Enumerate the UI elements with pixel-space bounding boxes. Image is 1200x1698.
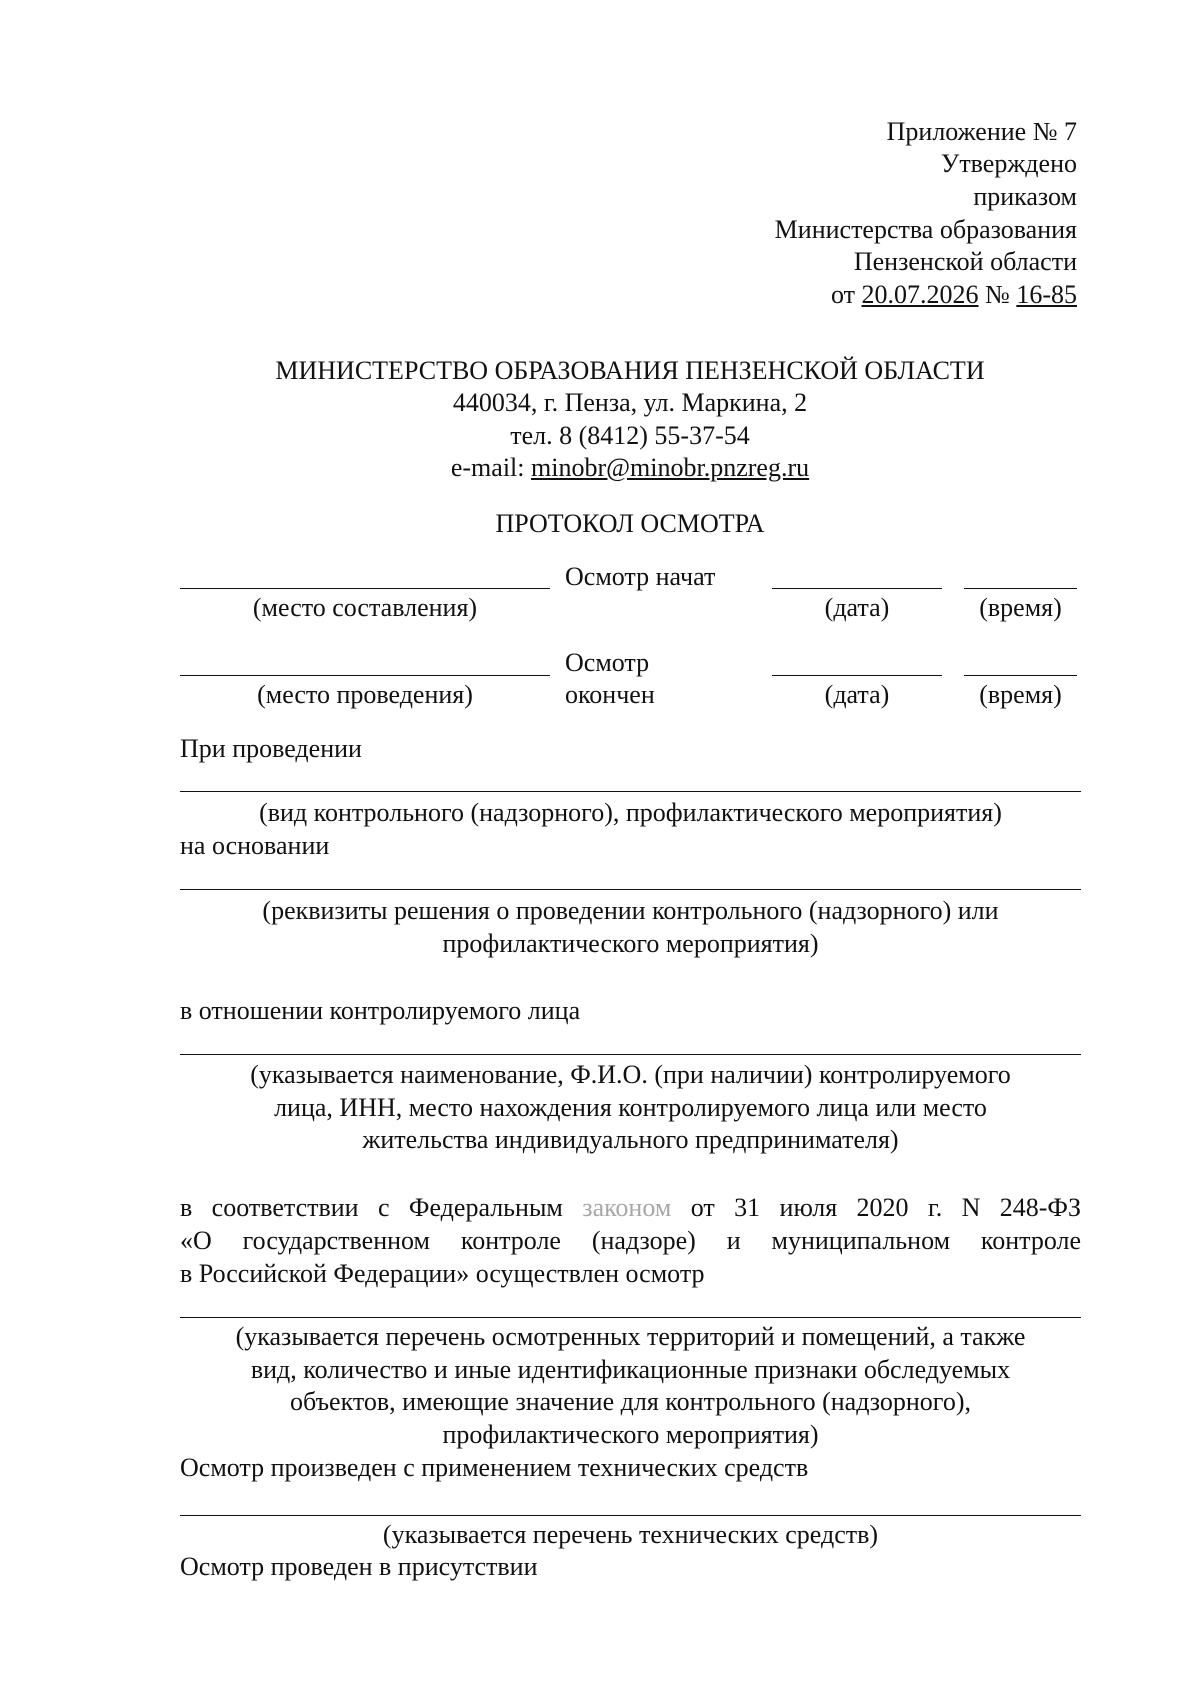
decision-caption-1: (реквизиты решения о проведении контрольного (надзорного) или	[262, 896, 999, 925]
ministry-line: Министерства образования	[774, 215, 1077, 244]
order-date-line	[831, 279, 1077, 311]
regarding-label: в отношении контролируемого лица	[180, 996, 581, 1025]
end-date-caption: (дата)	[824, 680, 890, 709]
approved-label: Утверждено	[940, 149, 1077, 178]
objects-caption-1: (указывается перечень осмотренных территорий и помещений, а также	[235, 1322, 1026, 1351]
presence-label: Осмотр проведен в присутствии	[180, 1552, 538, 1581]
start-time-caption: (время)	[979, 593, 1062, 622]
decision-line	[180, 889, 1081, 890]
law-line-1	[180, 1191, 1081, 1224]
started-label: Осмотр начат	[565, 562, 716, 591]
objects-caption-3: объектов, имеющие значение для контрольного (надзорного),	[290, 1387, 971, 1416]
law-line-3: в Российской Федерации» осуществлен осмотр	[180, 1259, 705, 1288]
email-label: e-mail:	[450, 453, 525, 482]
ministry-title: МИНИСТЕРСТВО ОБРАЗОВАНИЯ ПЕНЗЕНСКОЙ ОБЛАСТИ	[275, 356, 985, 385]
tech-means-caption: (указывается перечень технических средств)	[382, 1520, 879, 1549]
law-line-2: «О государственном контроле (надзоре) и муниципальном контроле	[180, 1226, 1081, 1255]
entity-caption-3: жительства индивидуального предпринимателя)	[362, 1125, 899, 1154]
email-link[interactable]: minobr@minobr.pnzreg.ru	[531, 453, 810, 482]
place-held-line	[180, 675, 550, 676]
during-label: При проведении	[180, 734, 362, 763]
place-compiled-caption: (место составления)	[252, 593, 478, 622]
ended-label-line1: Осмотр	[565, 648, 650, 677]
tech-means-line	[180, 1515, 1081, 1516]
end-time-line	[964, 675, 1077, 676]
document-title: ПРОТОКОЛ ОСМОТРА	[495, 509, 765, 538]
entity-line	[180, 1054, 1081, 1055]
place-held-caption: (место проведения)	[257, 680, 473, 709]
law-text-start: в соответствии с Федеральным	[180, 1193, 563, 1222]
order-word: приказом	[973, 182, 1077, 211]
ministry-email-line	[0, 452, 1200, 484]
basis-label: на основании	[180, 831, 330, 860]
objects-line	[180, 1317, 1081, 1318]
decision-caption-2: профилактического мероприятия)	[442, 929, 819, 958]
objects-caption-2: вид, количество и иные идентификационные признаки обследуемых	[250, 1355, 1011, 1384]
number-sign: №	[985, 280, 1010, 309]
start-date-line	[772, 588, 942, 589]
end-time-caption: (время)	[979, 680, 1062, 709]
end-date-line	[772, 675, 942, 676]
appendix-number: Приложение № 7	[886, 117, 1077, 146]
region-line: Пензенской области	[853, 247, 1077, 276]
ministry-phone: тел. 8 (8412) 55-37-54	[510, 421, 750, 450]
order-number: 16-85	[1016, 280, 1077, 309]
law-text-end: от 31 июля 2020 г. N 248-ФЗ	[690, 1193, 1081, 1222]
event-type-line	[180, 791, 1081, 792]
tech-means-label: Осмотр произведен с применением технических средств	[180, 1453, 809, 1482]
entity-caption-1: (указывается наименование, Ф.И.О. (при наличии) контролируемого	[250, 1060, 1011, 1089]
start-time-line	[964, 588, 1077, 589]
date-prefix: от	[830, 280, 856, 309]
law-link[interactable]: законом	[582, 1193, 672, 1222]
start-date-caption: (дата)	[824, 593, 890, 622]
objects-caption-4: профилактического мероприятия)	[442, 1420, 819, 1449]
place-compiled-line	[180, 588, 550, 589]
ended-label-line2: окончен	[565, 680, 655, 709]
ministry-address: 440034, г. Пенза, ул. Маркина, 2	[452, 388, 808, 417]
order-date: 20.07.2026	[861, 280, 979, 309]
entity-caption-2: лица, ИНН, место нахождения контролируемого лица или место	[274, 1093, 987, 1122]
event-type-caption: (вид контрольного (надзорного), профилактического мероприятия)	[259, 798, 1002, 827]
law-paragraph	[180, 1191, 1081, 1290]
